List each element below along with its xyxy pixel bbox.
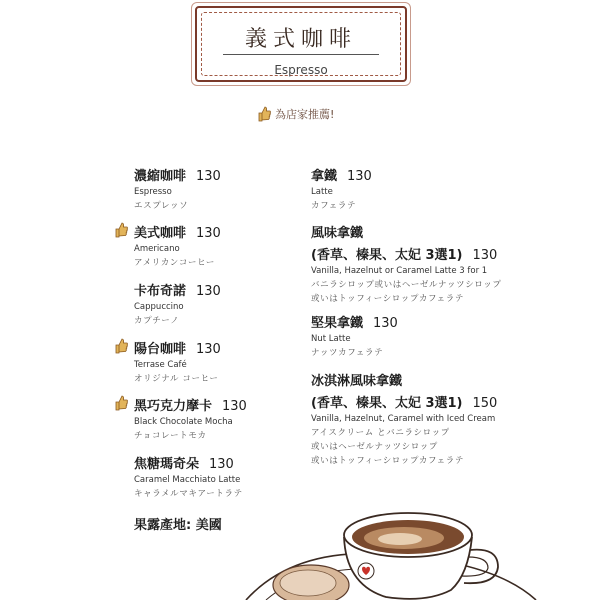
item-name-options: (香草、榛果、太妃 3選1) 150 bbox=[311, 396, 498, 411]
item-english: Terrase Café bbox=[134, 360, 187, 370]
item-japanese: カプチーノ bbox=[134, 316, 180, 326]
thumbs-up-icon bbox=[114, 338, 128, 354]
item-japanese: アメリカンコーヒー bbox=[134, 258, 215, 268]
origin-note: 果露產地: 美國 bbox=[134, 518, 222, 533]
item-name: 黑巧克力摩卡 130 bbox=[134, 399, 247, 414]
item-name: 冰淇淋風味拿鐵 bbox=[311, 374, 403, 389]
item-price: 130 bbox=[472, 248, 498, 263]
item-price: 130 bbox=[196, 284, 221, 299]
title-divider bbox=[223, 54, 379, 55]
menu-subtitle: Espresso bbox=[274, 63, 328, 77]
item-name-options: (香草、榛果、太妃 3選1) 130 bbox=[311, 248, 498, 263]
coffee-cup-illustration bbox=[236, 505, 600, 600]
item-japanese: キャラメルマキアートラテ bbox=[134, 489, 243, 499]
item-japanese: アイスクリーム とバニラシロップ bbox=[311, 428, 450, 438]
recommend-note-text: 為店家推薦! bbox=[275, 108, 335, 121]
item-english: Latte bbox=[311, 187, 333, 197]
menu-item-caramel-macchiato bbox=[134, 453, 243, 499]
item-japanese: 或いはトッフィーシロップカフェラテ bbox=[311, 294, 464, 304]
item-japanese: 或いはヘーゼルナッツシロップ bbox=[311, 442, 438, 452]
item-japanese: カフェラテ bbox=[311, 201, 357, 211]
item-name: 風味拿鐵 bbox=[311, 226, 364, 241]
menu-item-ice-cream-latte bbox=[311, 370, 497, 466]
recommend-note bbox=[257, 106, 334, 122]
item-name: 拿鐵 130 bbox=[311, 169, 372, 184]
menu-item-terrase-cafe bbox=[134, 338, 221, 384]
item-english: Black Chocolate Mocha bbox=[134, 417, 233, 427]
item-english: Nut Latte bbox=[311, 334, 351, 344]
item-japanese: バニラシロップ或いはヘーゼルナッツシロップ bbox=[311, 280, 502, 290]
item-japanese: ナッツカフェラテ bbox=[311, 348, 384, 358]
item-price: 130 bbox=[196, 342, 221, 357]
menu-title: 義式咖啡 bbox=[244, 27, 357, 52]
item-price: 130 bbox=[373, 316, 398, 331]
menu-item-nut-latte bbox=[311, 312, 398, 358]
menu-item-flavored-latte bbox=[311, 222, 501, 304]
item-english: Cappuccino bbox=[134, 302, 184, 312]
item-name: 卡布奇諾 130 bbox=[134, 284, 221, 299]
item-english: Vanilla, Hazelnut or Caramel Latte 3 for 1 bbox=[311, 266, 488, 276]
item-japanese: オリジナル コーヒー bbox=[134, 374, 219, 384]
item-english: Americano bbox=[134, 244, 180, 254]
item-price: 130 bbox=[196, 226, 221, 241]
thumbs-up-icon bbox=[114, 222, 128, 238]
item-name: 堅果拿鐵 130 bbox=[311, 316, 398, 331]
item-price: 130 bbox=[196, 169, 221, 184]
item-price: 130 bbox=[222, 399, 247, 414]
item-name: 美式咖啡 130 bbox=[134, 226, 221, 241]
item-japanese: チョコレートモカ bbox=[134, 431, 207, 441]
item-english: Caramel Macchiato Latte bbox=[134, 475, 241, 485]
menu-title-frame bbox=[195, 6, 407, 82]
item-price: 130 bbox=[209, 457, 234, 472]
thumbs-up-icon bbox=[257, 106, 271, 122]
menu-item-cappuccino bbox=[134, 280, 221, 326]
item-price: 130 bbox=[347, 169, 372, 184]
thumbs-up-icon bbox=[114, 395, 128, 411]
item-english: Vanilla, Hazelnut, Caramel with Iced Cream bbox=[311, 414, 496, 424]
menu-item-chocolate-mocha bbox=[134, 395, 247, 441]
item-name: 濃縮咖啡 130 bbox=[134, 169, 221, 184]
item-name: 陽台咖啡 130 bbox=[134, 342, 221, 357]
menu-item-espresso bbox=[134, 165, 221, 211]
menu-item-americano bbox=[134, 222, 221, 268]
item-japanese: 或いはトッフィーシロップカフェラテ bbox=[311, 456, 464, 466]
item-english: Espresso bbox=[134, 187, 172, 197]
item-japanese: エスプレッソ bbox=[134, 201, 189, 211]
menu-item-latte bbox=[311, 165, 372, 211]
item-name: 焦糖瑪奇朵 130 bbox=[134, 457, 234, 472]
item-price: 150 bbox=[472, 396, 498, 411]
